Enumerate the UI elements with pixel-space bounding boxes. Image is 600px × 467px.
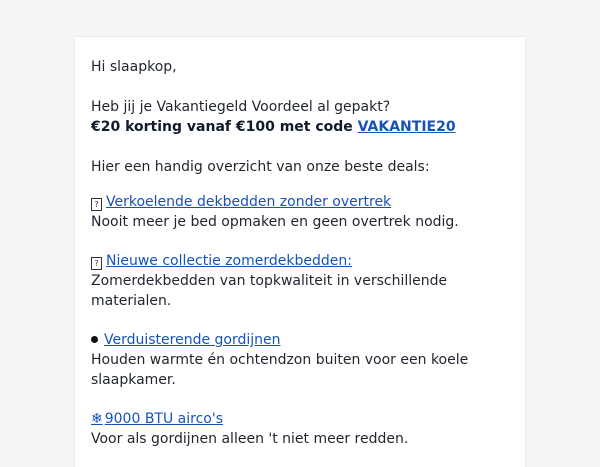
deal-description-continued: materialen. <box>91 293 172 309</box>
deal-item-zomerdekbedden <box>91 251 509 271</box>
deal-link-nieuwe-collectie[interactable]: Nieuwe collectie zomerdekbedden: <box>106 253 352 269</box>
intro-question: Heb jij je Vakantiegeld Voordeel al gepakt? <box>91 99 391 115</box>
promo-text: €20 korting vanaf €100 met code <box>91 119 358 135</box>
bullet-icon <box>91 336 98 343</box>
overview-text: Hier een handig overzicht van onze beste deals: <box>91 159 430 175</box>
deal-item-gordijnen <box>91 330 509 350</box>
deal-item-airco <box>91 409 509 429</box>
deal-description-continued: slaapkamer. <box>91 372 176 388</box>
deal-link-verkoelende-dekbedden[interactable]: Verkoelende dekbedden zonder overtrek <box>106 194 392 210</box>
promo-code-link[interactable]: VAKANTIE20 <box>357 119 456 135</box>
greeting: Hi slaapkop, <box>91 59 177 75</box>
deal-description: Houden warmte én ochtendzon buiten voor een koele <box>91 352 469 368</box>
deal-description: Nooit meer je bed opmaken en geen overtrek nodig. <box>91 214 459 230</box>
deal-link-airco[interactable] <box>91 411 223 427</box>
snowflake-icon: ❄ <box>91 411 103 427</box>
email-card <box>75 37 525 467</box>
deal-link-label: 9000 BTU airco's <box>104 411 223 427</box>
promo-line <box>91 117 509 137</box>
deal-description: Zomerdekbedden van topkwaliteit in verschillende <box>91 273 448 289</box>
deal-link-verduisterende-gordijnen[interactable]: Verduisterende gordijnen <box>104 332 281 348</box>
placeholder-glyph-icon: ? <box>91 257 102 270</box>
placeholder-glyph-icon: ? <box>91 198 102 211</box>
deal-description: Voor als gordijnen alleen 't niet meer redden. <box>91 431 409 447</box>
deal-item-dekbedden <box>91 192 509 212</box>
email-body <box>75 37 525 449</box>
